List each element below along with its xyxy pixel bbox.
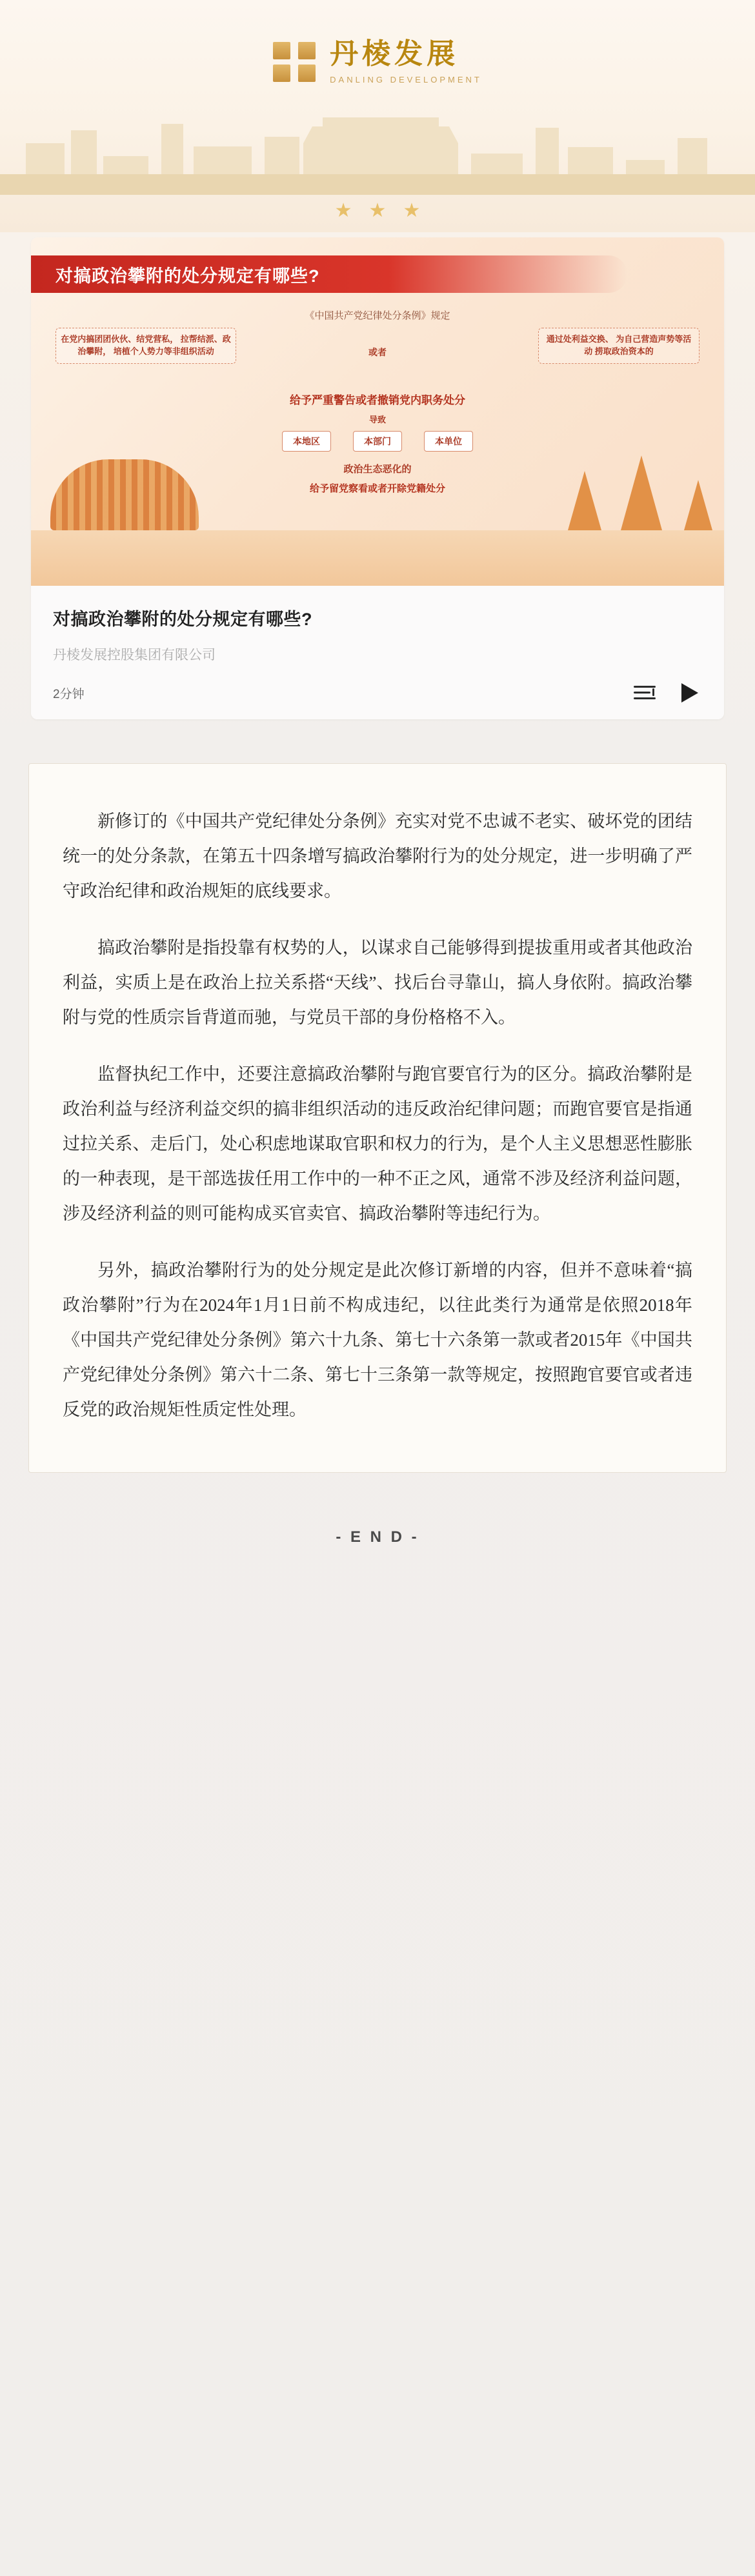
cover-penalty-line: 给予严重警告或者撤销党内职务处分 (290, 394, 465, 406)
play-icon[interactable] (681, 683, 698, 703)
star-icon: ★ (368, 200, 387, 221)
city-skyline-illustration (0, 98, 755, 195)
cover-left-clause: 在党内搞团团伙伙、结党营私， 拉帮结派、政治攀附， 培植个人势力等非组织活动 (55, 328, 236, 364)
danling-logo-icon (273, 42, 316, 82)
cover-leads-to-label: 导致 (368, 415, 387, 424)
star-decoration (0, 201, 755, 221)
cover-scope-部门: 本部门 (353, 431, 402, 452)
cover-right-clause: 通过处利益交换、 为自己营造声势等活动 捞取政治资本的 (538, 328, 700, 364)
video-title: 对搞政治攀附的处分规定有哪些? (53, 610, 312, 629)
cover-scope-单位: 本单位 (424, 431, 473, 452)
brand-title: 丹棱发展 (330, 38, 459, 70)
video-duration: 2分钟 (53, 687, 85, 701)
end-mark: - E N D - (336, 1528, 419, 1546)
article-paragraph: 搞政治攀附是指投靠有权势的人，以谋求自己能够得到提拔重用或者其他政治利益，实质上是在政治上拉关系搭“天线”、找后台寻靠山，搞人身依附。搞政治攀附与党的性质宗旨背道而驰，与党员干部的身份格格不入。 (63, 938, 692, 1027)
brand-logo (0, 0, 755, 85)
header-banner (0, 0, 755, 232)
video-meta (31, 586, 724, 719)
star-icon: ★ (403, 200, 421, 221)
cover-scope-区: 本地区 (282, 431, 331, 452)
cover-regulation-source: 《中国共产党纪律处分条例》规定 (305, 310, 450, 321)
article-paragraph: 另外，搞政治攀附行为的处分规定是此次修订新增的内容，但并不意味着“搞政治攀附”行为在2024年1月1日前不构成违纪，以往此类行为通常是依照2018年《中国共产党纪律处分条例》第六十九条、第七十六条第一款或者2015年《中国共产党纪律处分条例》第六十二条、第七十三条第一款等规定，按照跑官要官或者违反党的政治规矩性质定性处理。 (63, 1261, 692, 1419)
video-cover-image[interactable] (31, 237, 724, 586)
cover-scope-row (282, 431, 473, 452)
video-organization: 丹棱发展控股集团有限公司 (53, 648, 216, 663)
article-body (28, 763, 727, 1473)
video-card[interactable] (31, 237, 724, 719)
star-icon: ★ (334, 200, 352, 221)
brand-subtitle: DANLING DEVELOPMENT (330, 75, 482, 85)
playlist-icon[interactable] (634, 684, 656, 701)
cover-headline: 对搞政治攀附的处分规定有哪些? (55, 266, 320, 286)
cover-or-label: 或者 (368, 347, 387, 357)
cover-result-penalty: 给予留党察看或者开除党籍处分 (309, 483, 446, 494)
article-paragraph: 监督执纪工作中，还要注意搞政治攀附与跑官要官行为的区分。搞政治攀附是政治利益与经济利益交织的搞非组织活动的违反政治纪律问题；而跑官要官是指通过拉关系、走后门，处心积虑地谋取官职和权力的行为，是个人主义思想恶性膨胀的一种表现，是干部选拔任用工作中的一种不正之风，通常不涉及经济利益问题，涉及经济利益的则可能构成买官卖官、搞政治攀附等违纪行为。 (63, 1064, 692, 1223)
cover-result-line: 政治生态恶化的 (343, 464, 412, 475)
article-paragraph: 新修订的《中国共产党纪律处分条例》充实对党不忠诚不老实、破坏党的团结统一的处分条款，在第五十四条增写搞政治攀附行为的处分规定，进一步明确了严守政治纪律和政治规矩的底线要求。 (63, 812, 692, 901)
